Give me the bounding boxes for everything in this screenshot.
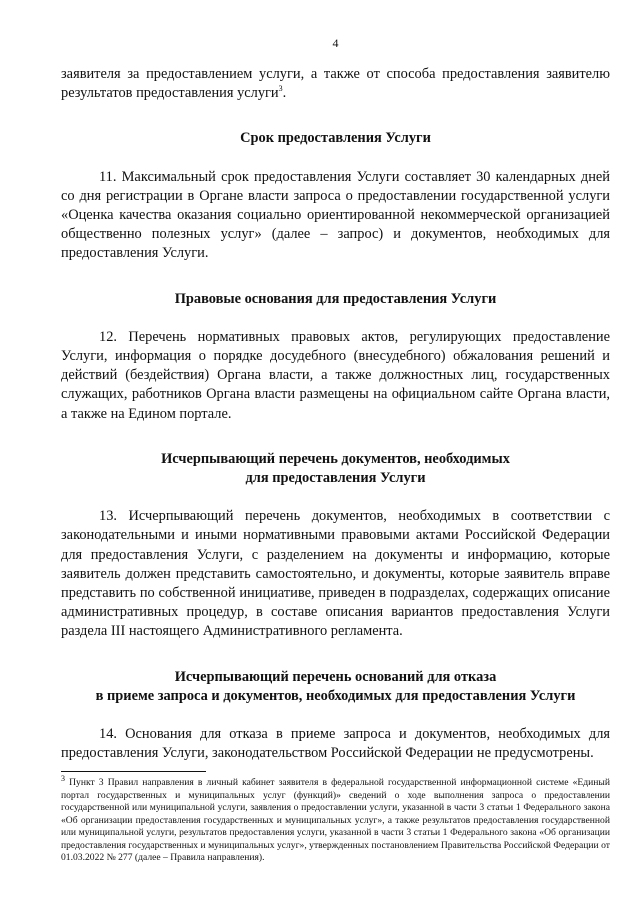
page-number: 4 <box>332 36 339 50</box>
paragraph-11: 11. Максимальный срок предоставления Услуги составляет 30 календарных дней со дня регистрации в Органе власти запроса о предоставлении государственной услуги «Оценка качества оказания социально ориентированной некоммерческой организацией общественно полезных услуг» (далее – запрос) и документов, необходимых для предоставления Услуги. <box>61 168 610 262</box>
section-heading-term: Срок предоставления Услуги <box>240 130 431 147</box>
section-heading-legal-basis: Правовые основания для предоставления Услуги <box>174 290 497 307</box>
footnote-separator <box>61 771 206 772</box>
intro-text: заявителя за предоставлением услуги, а также от способа предоставления заявителю результатов предоставления услуги <box>61 66 610 102</box>
section-heading-refusal: Исчерпывающий перечень оснований для отказа в приеме запроса и документов, необходимых для предоставления Услуги <box>95 668 576 704</box>
section-heading-documents: Исчерпывающий перечень документов, необходимых для предоставления Услуги <box>161 450 510 487</box>
paragraph-12: 12. Перечень нормативных правовых актов, регулирующих предоставление Услуги, информация о порядке досудебного (внесудебного) обжалования решений и действий (бездействия) Органа власти, а также должностных лиц, государственных служащих, работников Органа власти размещены на официальном сайте Органа власти, а также на Едином портале. <box>61 328 610 422</box>
footnote <box>61 774 610 864</box>
footnote-ref[interactable]: 3 <box>278 84 283 94</box>
intro-paragraph <box>61 65 610 103</box>
footnote-text: $^3$ Пункт 3 Правил направления в личный кабинет заявителя в федеральной государственной информационной системе «Единый портал государственных и муниципальных услуг (функций)» сведений о ходе выполнения запроса о предоставлении государственной или муниципальной услуги, заявления о предоставлении услуги, указанной в части 3 статьи 1 Федерального закона «Об организации предоставления государственных и муниципальных услуг», а также результатов предоставления государственной или муниципальной услуги, результатов предоставления услуги, указанной в части 3 статьи 1 Федерального закона «Об организации предоставления государственных и муниципальных услуг», утвержденных постановлением Правительства Российской Федерации от 01.03.2022 № 277 (далее – Правила направления). <box>61 774 610 863</box>
footnote-mark: 3 <box>61 774 65 784</box>
intro-end: . <box>282 85 287 102</box>
paragraph-14: 14. Основания для отказа в приеме запроса и документов, необходимых для предоставления Услуги, законодательством Российской Федерации не предусмотрены. <box>61 726 610 762</box>
paragraph-13: 13. Исчерпывающий перечень документов, необходимых в соответствии с законодательными и иными нормативными правовыми актами Российской Федерации для предоставления Услуги, с разделением на документы и информацию, которые заявитель должен представить самостоятельно, и документы, которые заявитель вправе представить по собственной инициативе, приведен в подразделах, содержащих описание административных процедур, в составе описания вариантов предоставления Услуги раздела III настоящего Административного регламента. <box>61 508 610 640</box>
